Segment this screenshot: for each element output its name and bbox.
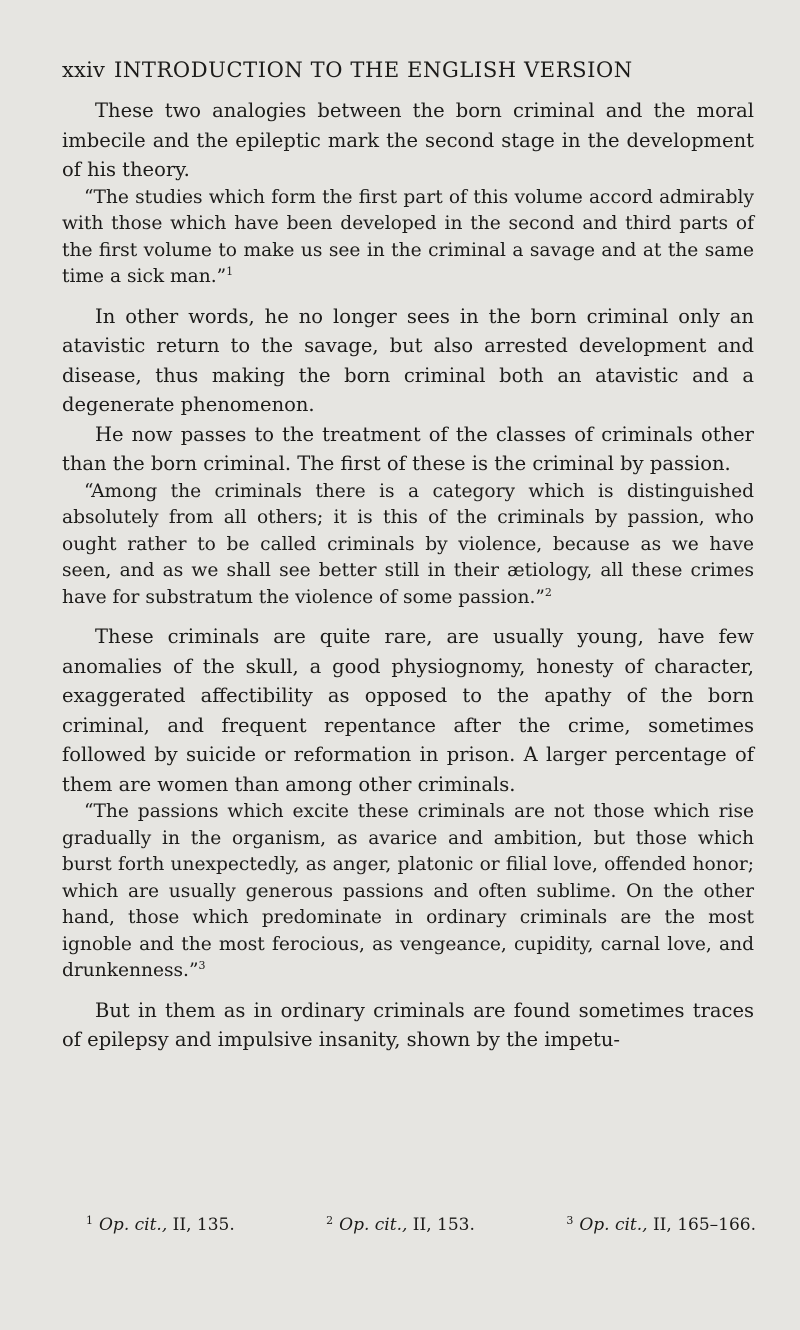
page-number: xxiv	[62, 58, 106, 82]
footnote-ref-2: 2	[544, 585, 552, 599]
running-title: INTRODUCTION TO THE ENGLISH VERSION	[114, 58, 633, 82]
paragraph-1: These two analogies between the born criminal and the moral imbecile and the epileptic mark the second stage in the development of his theory.	[62, 99, 754, 181]
paragraph-5: But in them as in ordinary criminals are found sometimes traces of epilepsy and impulsive insanity, shown by the impetu-	[62, 998, 754, 1051]
quote-2-text: “Among the criminals there is a category which is distinguished absolutely from all others; it is this of the criminals by passion, who ought rather to be called criminals by violence, because as we have seen, and as we shall see better still in their ætiology, all these crimes have for substratum the violence of some passion.”	[62, 480, 754, 608]
quote-1	[62, 185, 754, 291]
page-body	[62, 58, 754, 1055]
footnote-1-marker: 1	[86, 1214, 93, 1227]
paragraph-4: These criminals are quite rare, are usually young, have few anomalies of the skull, a good physiognomy, honesty of character, exaggerated affectibility as opposed to the apathy of the born criminal, and frequent repentance after the crime, sometimes followed by suicide or reformation in prison. A larger percentage of them are women than among other criminals.	[62, 625, 754, 796]
footnotes	[86, 1215, 756, 1235]
footnote-2-cite: Op. cit.,	[339, 1215, 408, 1235]
footnote-3-cite: Op. cit.,	[579, 1215, 648, 1235]
footnote-ref-3: 3	[198, 959, 206, 972]
footnote-2	[326, 1215, 475, 1235]
footnote-3	[566, 1215, 756, 1235]
paragraph-2: In other words, he no longer sees in the born criminal only an atavistic return to the savage, but also arrested development and disease, thus making the born criminal both an atavistic and a degenerate phenomenon.	[62, 304, 754, 416]
quote-2	[62, 479, 754, 612]
quote-3-text: “The passions which excite these criminals are not those which rise gradually in the organism, as avarice and ambition, but those which burst forth unexpectedly, as anger, platonic or filial love, offended honor; which are usually generous passions and often sublime. On the other hand, those which predominate in ordinary criminals are the most ignoble and the most ferocious, as vengeance, cupidity, carnal love, and drunkenness.”	[62, 801, 754, 981]
footnote-1	[86, 1215, 235, 1235]
footnote-ref-1: 1	[226, 265, 234, 278]
quote-1-text: “The studies which form the first part of this volume accord admirably with those which have been developed in the second and third parts of the first volume to make us see in the criminal a savage and at the same time a sick man.”	[62, 186, 754, 287]
running-head	[62, 58, 754, 88]
paragraph-3: He now passes to the treatment of the classes of criminals other than the born criminal. The first of these is the criminal by passion.	[62, 422, 754, 475]
footnote-2-marker: 2	[326, 1214, 334, 1227]
footnote-3-marker: 3	[566, 1214, 574, 1227]
footnote-1-ref: II, 135.	[172, 1215, 235, 1235]
footnote-1-cite: Op. cit.,	[99, 1215, 168, 1235]
footnote-2-ref: II, 153.	[412, 1215, 475, 1235]
footnote-3-ref: II, 165–166.	[652, 1215, 756, 1235]
quote-3	[62, 799, 754, 985]
